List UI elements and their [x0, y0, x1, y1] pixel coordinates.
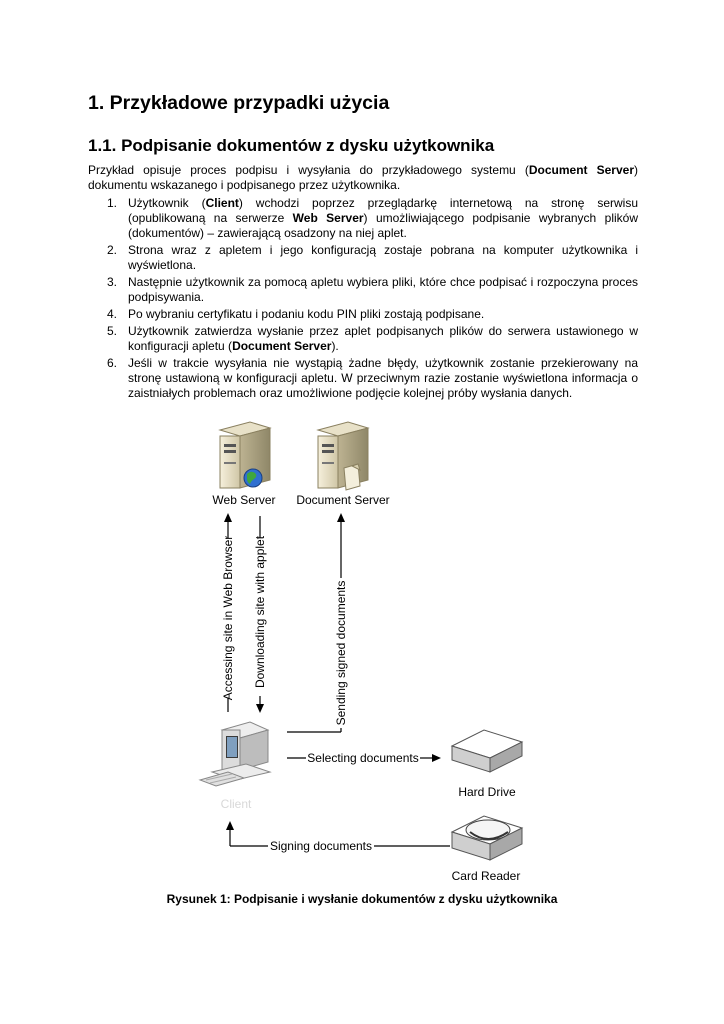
client-computer-icon: [200, 722, 270, 786]
step-item: [88, 243, 638, 273]
step-text-part: ) wchodzi poprzez przeglądarkę internetową na stronę serwisu (opublikowaną na serwerze: [128, 196, 638, 225]
signing-label: Signing documents: [269, 839, 373, 853]
step-item: [88, 324, 638, 354]
intro-text-part: ) dokumentu wskazanego i podpisanego przez użytkownika.: [88, 163, 638, 192]
step-text-part: Użytkownik zatwierdza wysłanie przez aplet podpisanych plików do serwera ustawionego w konfiguracji apletu (: [128, 324, 638, 353]
step-number: 5.: [107, 324, 118, 338]
hard-drive-label: Hard Drive: [458, 785, 516, 799]
step-text-part: Document Server: [232, 339, 332, 353]
step-number: 4.: [107, 307, 118, 321]
intro-text-part: Przykład opisuje proces podpisu i wysyłania do przykładowego systemu (: [88, 163, 529, 177]
step-number: 6.: [107, 356, 118, 370]
card-reader-icon: [452, 816, 522, 860]
step-item: [88, 196, 638, 241]
use-case-diagram: [0, 400, 724, 890]
hard-drive-icon: [452, 730, 522, 772]
selecting-label: Selecting documents: [307, 751, 419, 765]
section-title: 1.1. Podpisanie dokumentów z dysku użytkownika: [88, 136, 495, 155]
downloading-label: Downloading site with applet: [253, 535, 267, 689]
step-text-part: ) umożliwiającego podpisanie wybranych plików (dokumentów) – zawierającą osadzony na niej aplet.: [128, 211, 638, 240]
step-text-part: ).: [331, 339, 339, 353]
step-number: 2.: [107, 243, 118, 257]
step-item: [88, 307, 638, 322]
step-item: [88, 275, 638, 305]
step-number: 1.: [107, 196, 118, 210]
sending-label: Sending signed documents: [334, 580, 348, 726]
step-text-part: Client: [205, 196, 239, 210]
document-server-label: Document Server: [296, 493, 390, 507]
web-server-icon: [220, 422, 270, 488]
client-label: Client: [220, 797, 252, 811]
document-server-icon: [318, 422, 368, 490]
accessing-label: Accessing site in Web Browser: [221, 535, 235, 701]
step-text-part: Po wybraniu certyfikatu i podaniu kodu PIN pliki zostają podpisane.: [128, 307, 485, 321]
intro-text-part: Document Server: [528, 163, 634, 177]
page-title: 1. Przykładowe przypadki użycia: [88, 92, 390, 114]
card-reader-label: Card Reader: [451, 869, 521, 883]
intro-paragraph: [88, 163, 638, 193]
step-text-part: Jeśli w trakcie wysyłania nie wystąpią żadne błędy, użytkownik zostanie przekierowany na stronę ustawioną w konfiguracji apletu. W przeciwnym razie zostanie wyświetlona informacja o zaistniałych problemach oraz umożliwione podjęcie kolejnej próby wysłania danych.: [128, 356, 638, 400]
step-number: 3.: [107, 275, 118, 289]
step-text-part: Użytkownik (: [128, 196, 206, 210]
step-text-part: Strona wraz z apletem i jego konfiguracją zostaje pobrana na komputer użytkownika i wyświetlona.: [128, 243, 638, 272]
steps-list: [88, 196, 638, 403]
figure-caption: Rysunek 1: Podpisanie i wysłanie dokumentów z dysku użytkownika: [166, 892, 558, 906]
step-item: [88, 356, 638, 401]
web-server-label: Web Server: [212, 493, 276, 507]
step-text-part: Następnie użytkownik za pomocą apletu wybiera pliki, które chce podpisać i rozpoczyna proces podpisywania.: [128, 275, 638, 304]
step-text-part: Web Server: [292, 211, 364, 225]
